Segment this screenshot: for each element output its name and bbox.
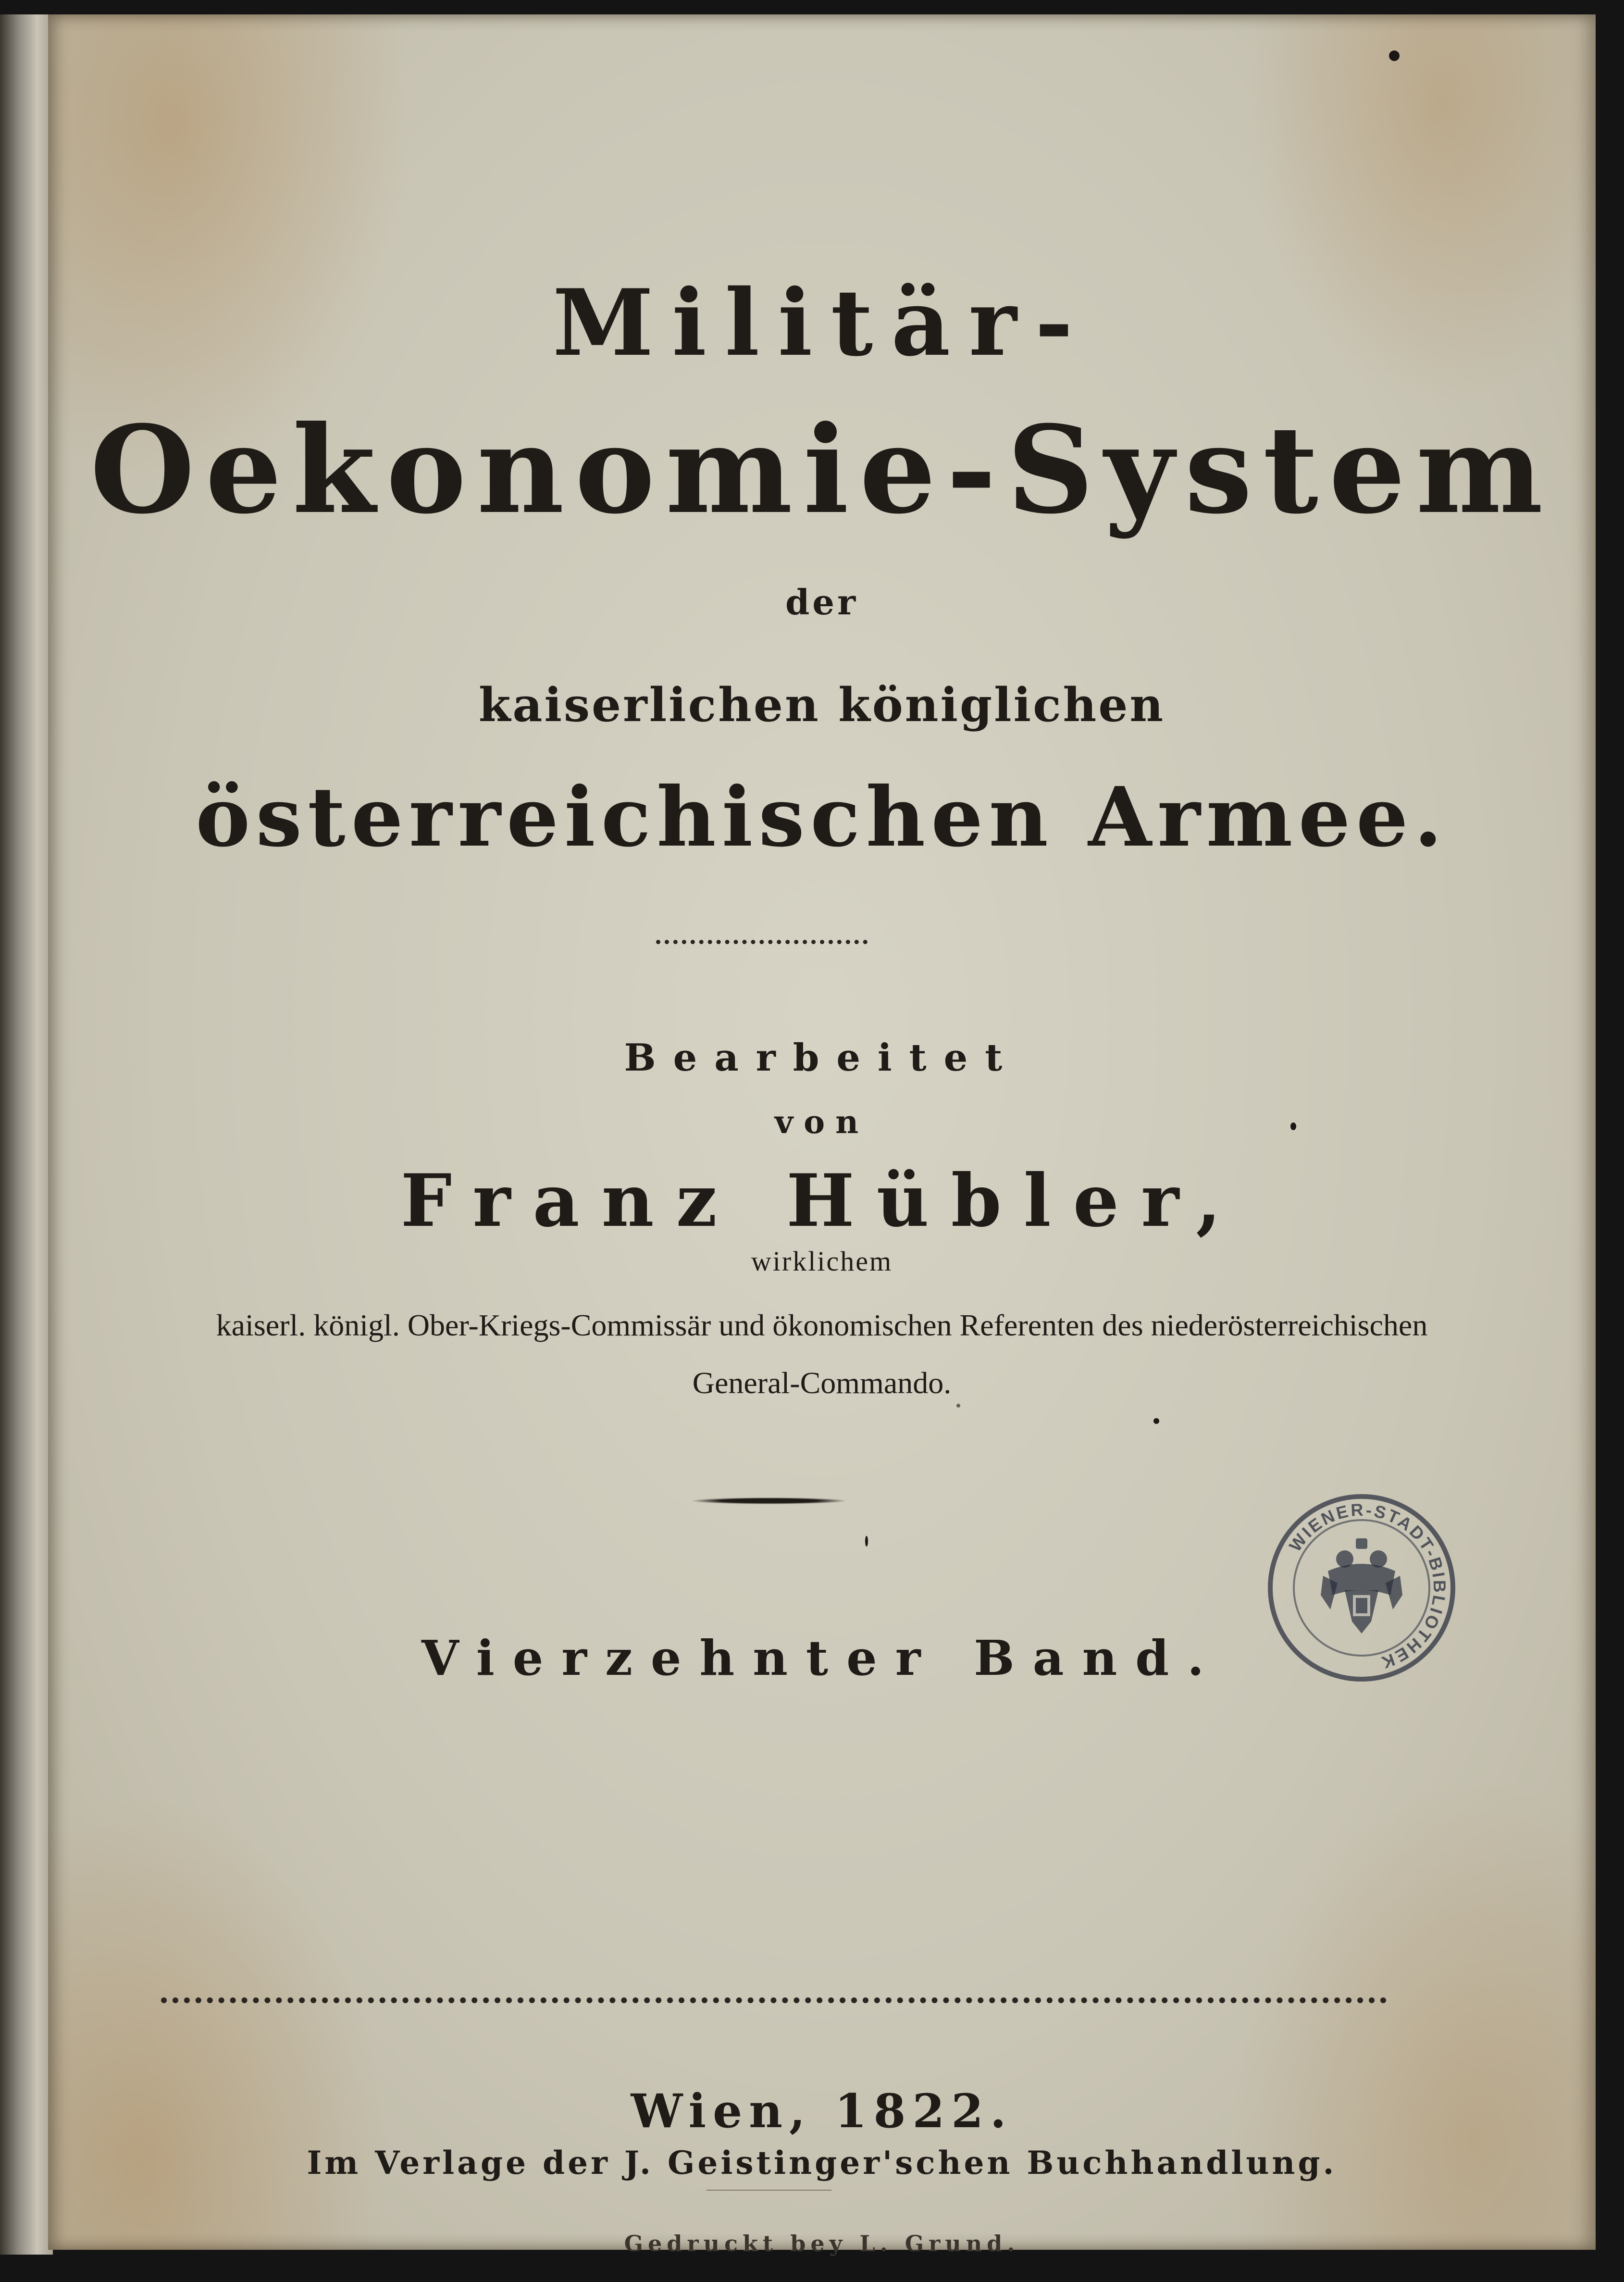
title-line-der: der — [785, 582, 859, 623]
volume-label: Vierzehnter Band. — [421, 1630, 1223, 1686]
library-stamp-label: WIENER-STADT-BIBLIOTHEK — [1285, 1499, 1450, 1673]
library-stamp — [1268, 1494, 1455, 1682]
author-title-line-2: General-Commando. — [692, 1366, 952, 1400]
ornamental-rule-long — [161, 1997, 1387, 2003]
title-page — [48, 14, 1596, 2257]
title-line-militaer: Militär- — [552, 269, 1091, 376]
author-intro: Bearbeitet — [624, 1036, 1020, 1080]
title-line-armee: österreichischen Armee. — [196, 769, 1448, 865]
paper-speck — [956, 1404, 960, 1408]
title-line-oekonomie-system: Oekonomie-System — [90, 399, 1554, 540]
ornamental-rule-swell — [692, 1497, 846, 1504]
author-title-line-1: kaiserl. königl. Ober-Kriegs-Commissär und ökonomischen Referenten des niederösterreichischen — [216, 1308, 1428, 1342]
double-headed-eagle-icon — [1318, 1537, 1405, 1638]
author-von: von — [774, 1103, 869, 1141]
paper-speck — [1290, 1122, 1296, 1130]
paper-speck — [1153, 1418, 1159, 1424]
imprint-divider — [707, 2190, 831, 2191]
author-name: Franz Hübler, — [400, 1159, 1243, 1243]
title-line-kaiserlichen: kaiserlichen königlichen — [478, 678, 1165, 732]
imprint-publisher: Im Verlage der J. Geistinger'schen Buchhandlung. — [307, 2144, 1337, 2182]
imprint-place-year: Wien, 1822. — [631, 2084, 1013, 2138]
author-prefix: wirklichem — [751, 1246, 893, 1277]
previous-page-edge — [0, 14, 53, 2255]
paper-speck — [865, 1536, 868, 1546]
ornamental-rule-short — [656, 940, 868, 944]
imprint-printer: Gedruckt bey L. Grund. — [624, 2231, 1020, 2257]
paper-speck — [1389, 50, 1400, 61]
